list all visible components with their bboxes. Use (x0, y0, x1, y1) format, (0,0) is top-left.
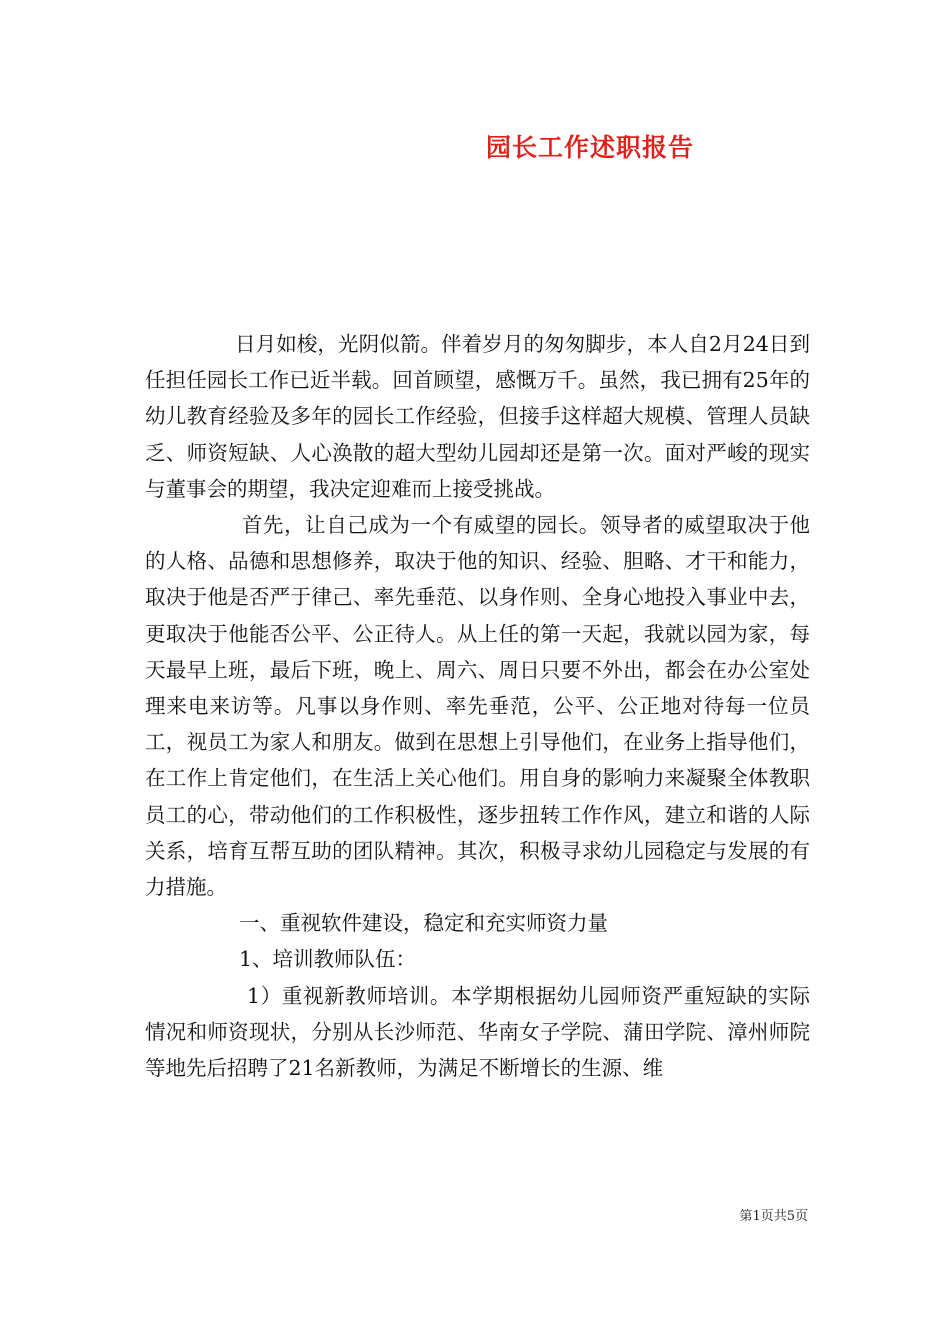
document-body (145, 326, 810, 1086)
subsection-heading: 1、培训教师队伍： (239, 947, 417, 972)
page-number-footer: 第1页共5页 (739, 1209, 808, 1224)
paragraph-new-teacher-training: 1）重视新教师培训。本学期根据幼儿园师资严重短缺的实际情况和师资现状，分别从长沙师范、华南女子学院、蒲田学院、漳州师院等地先后招聘了21名新教师，为满足不断增长的生源、维 (145, 983, 810, 1081)
document-title: 园长工作述职报告 (485, 133, 694, 162)
paragraph-first-measure: 首先，让自己成为一个有威望的园长。领导者的威望取决于他的人格、品德和思想修养，取决于他的知识、经验、胆略、才干和能力，取决于他是否严于律己、率先垂范、以身作则、全身心地投入事业中去，更取决于他能否公平、公正待人。从上任的第一天起，我就以园为家，每天最早上班，最后下班，晚上、周六、周日只要不外出，都会在办公室处理来电来访等。凡事以身作则、率先垂范，公平、公正地对待每一位员工，视员工为家人和朋友。做到在思想上引导他们，在业务上指导他们，在工作上肯定他们，在生活上关心他们。用自身的影响力来凝聚全体教职员工的心，带动他们的工作积极性，逐步扭转工作作风，建立和谐的人际关系，培育互帮互助的团队精神。其次，积极寻求幼儿园稳定与发展的有力措施。 (145, 513, 810, 900)
section-heading-one: 一、重视软件建设，稳定和充实师资力量 (239, 911, 608, 936)
paragraph-intro: 日月如梭，光阴似箭。伴着岁月的匆匆脚步，本人自2月24日到任担任园长工作已近半载。回首顾望，感慨万千。虽然，我已拥有25年的幼儿教育经验及多年的园长工作经验，但接手这样超大规模、管理人员缺乏、师资短缺、人心涣散的超大型幼儿园却还是第一次。面对严峻的现实与董事会的期望，我决定迎难而上接受挑战。 (145, 332, 810, 501)
